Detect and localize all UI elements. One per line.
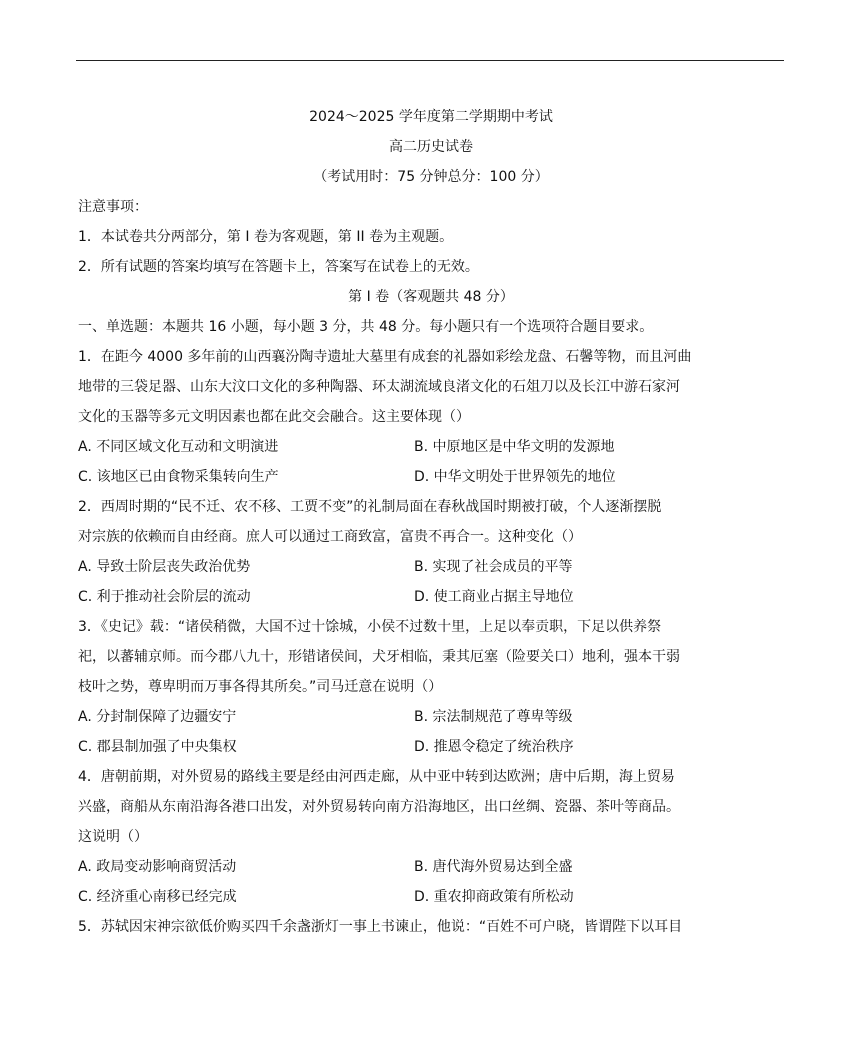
question-text-line: 5．苏轼因宋神宗欲低价购买四千余盏浙灯一事上书谏止，他说：“百姓不可户晓，皆谓陛下以耳目	[78, 919, 683, 935]
question-1	[78, 342, 784, 492]
option-d[interactable]: D. 推恩令稳定了统治秩序	[414, 739, 574, 755]
option-c[interactable]: C. 该地区已由食物采集转向生产	[78, 469, 279, 485]
option-b[interactable]: B. 宗法制规范了尊卑等级	[414, 709, 573, 725]
option-b[interactable]: B. 唐代海外贸易达到全盛	[414, 859, 573, 875]
question-text-line: 祀，以蕃辅京师。而今郡八九十，形错诸侯间，犬牙相临，秉其厄塞（险要关口）地利，强本干弱	[78, 649, 680, 665]
question-text-line: 兴盛，商船从东南沿海各港口出发，对外贸易转向南方沿海地区，出口丝绸、瓷器、茶叶等商品。	[78, 799, 680, 815]
question-5	[78, 912, 784, 942]
question-options	[78, 852, 784, 912]
question-text-line: 地带的三袋足器、山东大汶口文化的多种陶器、环太湖流域良渚文化的石俎刀以及长江中游石家河	[78, 379, 680, 395]
option-a[interactable]: A. 政局变动影响商贸活动	[78, 859, 237, 875]
option-b[interactable]: B. 中原地区是中华文明的发源地	[414, 439, 615, 455]
question-options	[78, 432, 784, 492]
exam-title: 2024～2025 学年度第二学期期中考试	[309, 109, 553, 125]
option-a[interactable]: A. 不同区域文化互动和文明演进	[78, 439, 279, 455]
notice-item: 1．本试卷共分两部分，第 I 卷为客观题，第 II 卷为主观题。	[78, 229, 454, 245]
question-text-line: 这说明（）	[78, 829, 148, 845]
option-c[interactable]: C. 郡县制加强了中央集权	[78, 739, 237, 755]
question-text-line: 对宗族的依赖而自由经商。庶人可以通过工商致富，富贵不再合一。这种变化（）	[78, 529, 582, 545]
notice-heading: 注意事项：	[78, 199, 148, 215]
exam-page	[78, 98, 784, 942]
question-text-line: 3．《史记》载：“诸侯稍微，大国不过十馀城，小侯不过数十里，上足以奉贡职，下足以供养祭	[78, 619, 662, 635]
question-4	[78, 762, 784, 912]
section-title: 第 I 卷（客观题共 48 分）	[348, 289, 514, 305]
question-text-line: 4．唐朝前期，对外贸易的路线主要是经由河西走廊，从中亚中转到达欧洲；唐中后期，海上贸易	[78, 769, 675, 785]
option-c[interactable]: C. 利于推动社会阶层的流动	[78, 589, 251, 605]
question-3	[78, 612, 784, 762]
question-text-line: 1．在距今 4000 多年前的山西襄汾陶寺遗址大墓里有成套的礼器如彩绘龙盘、石馨等物，而且河曲	[78, 349, 692, 365]
exam-time-info: （考试用时：75 分钟总分：100 分）	[313, 169, 549, 185]
question-options	[78, 702, 784, 762]
option-a[interactable]: A. 导致士阶层丧失政治优势	[78, 559, 251, 575]
option-a[interactable]: A. 分封制保障了边疆安宁	[78, 709, 237, 725]
question-text-line: 2．西周时期的“民不迁、农不移、工贾不变”的礼制局面在春秋战国时期被打破，个人逐渐摆脱	[78, 499, 662, 515]
option-d[interactable]: D. 中华文明处于世界领先的地位	[414, 469, 616, 485]
option-d[interactable]: D. 重农抑商政策有所松动	[414, 889, 574, 905]
exam-subtitle: 高二历史试卷	[389, 139, 473, 155]
option-d[interactable]: D. 使工商业占据主导地位	[414, 589, 574, 605]
question-2	[78, 492, 784, 612]
top-rule	[76, 60, 784, 61]
notice-item: 2．所有试题的答案均填写在答题卡上，答案写在试卷上的无效。	[78, 259, 479, 275]
question-text-line: 文化的玉器等多元文明因素也都在此交会融合。这主要体现（）	[78, 409, 470, 425]
option-b[interactable]: B. 实现了社会成员的平等	[414, 559, 573, 575]
question-text-line: 枝叶之势，尊卑明而万事各得其所矣。”司马迁意在说明（）	[78, 679, 443, 695]
option-c[interactable]: C. 经济重心南移已经完成	[78, 889, 237, 905]
question-options	[78, 552, 784, 612]
section-instruction: 一、单选题：本题共 16 小题，每小题 3 分，共 48 分。每小题只有一个选项符合题目要求。	[78, 319, 654, 335]
